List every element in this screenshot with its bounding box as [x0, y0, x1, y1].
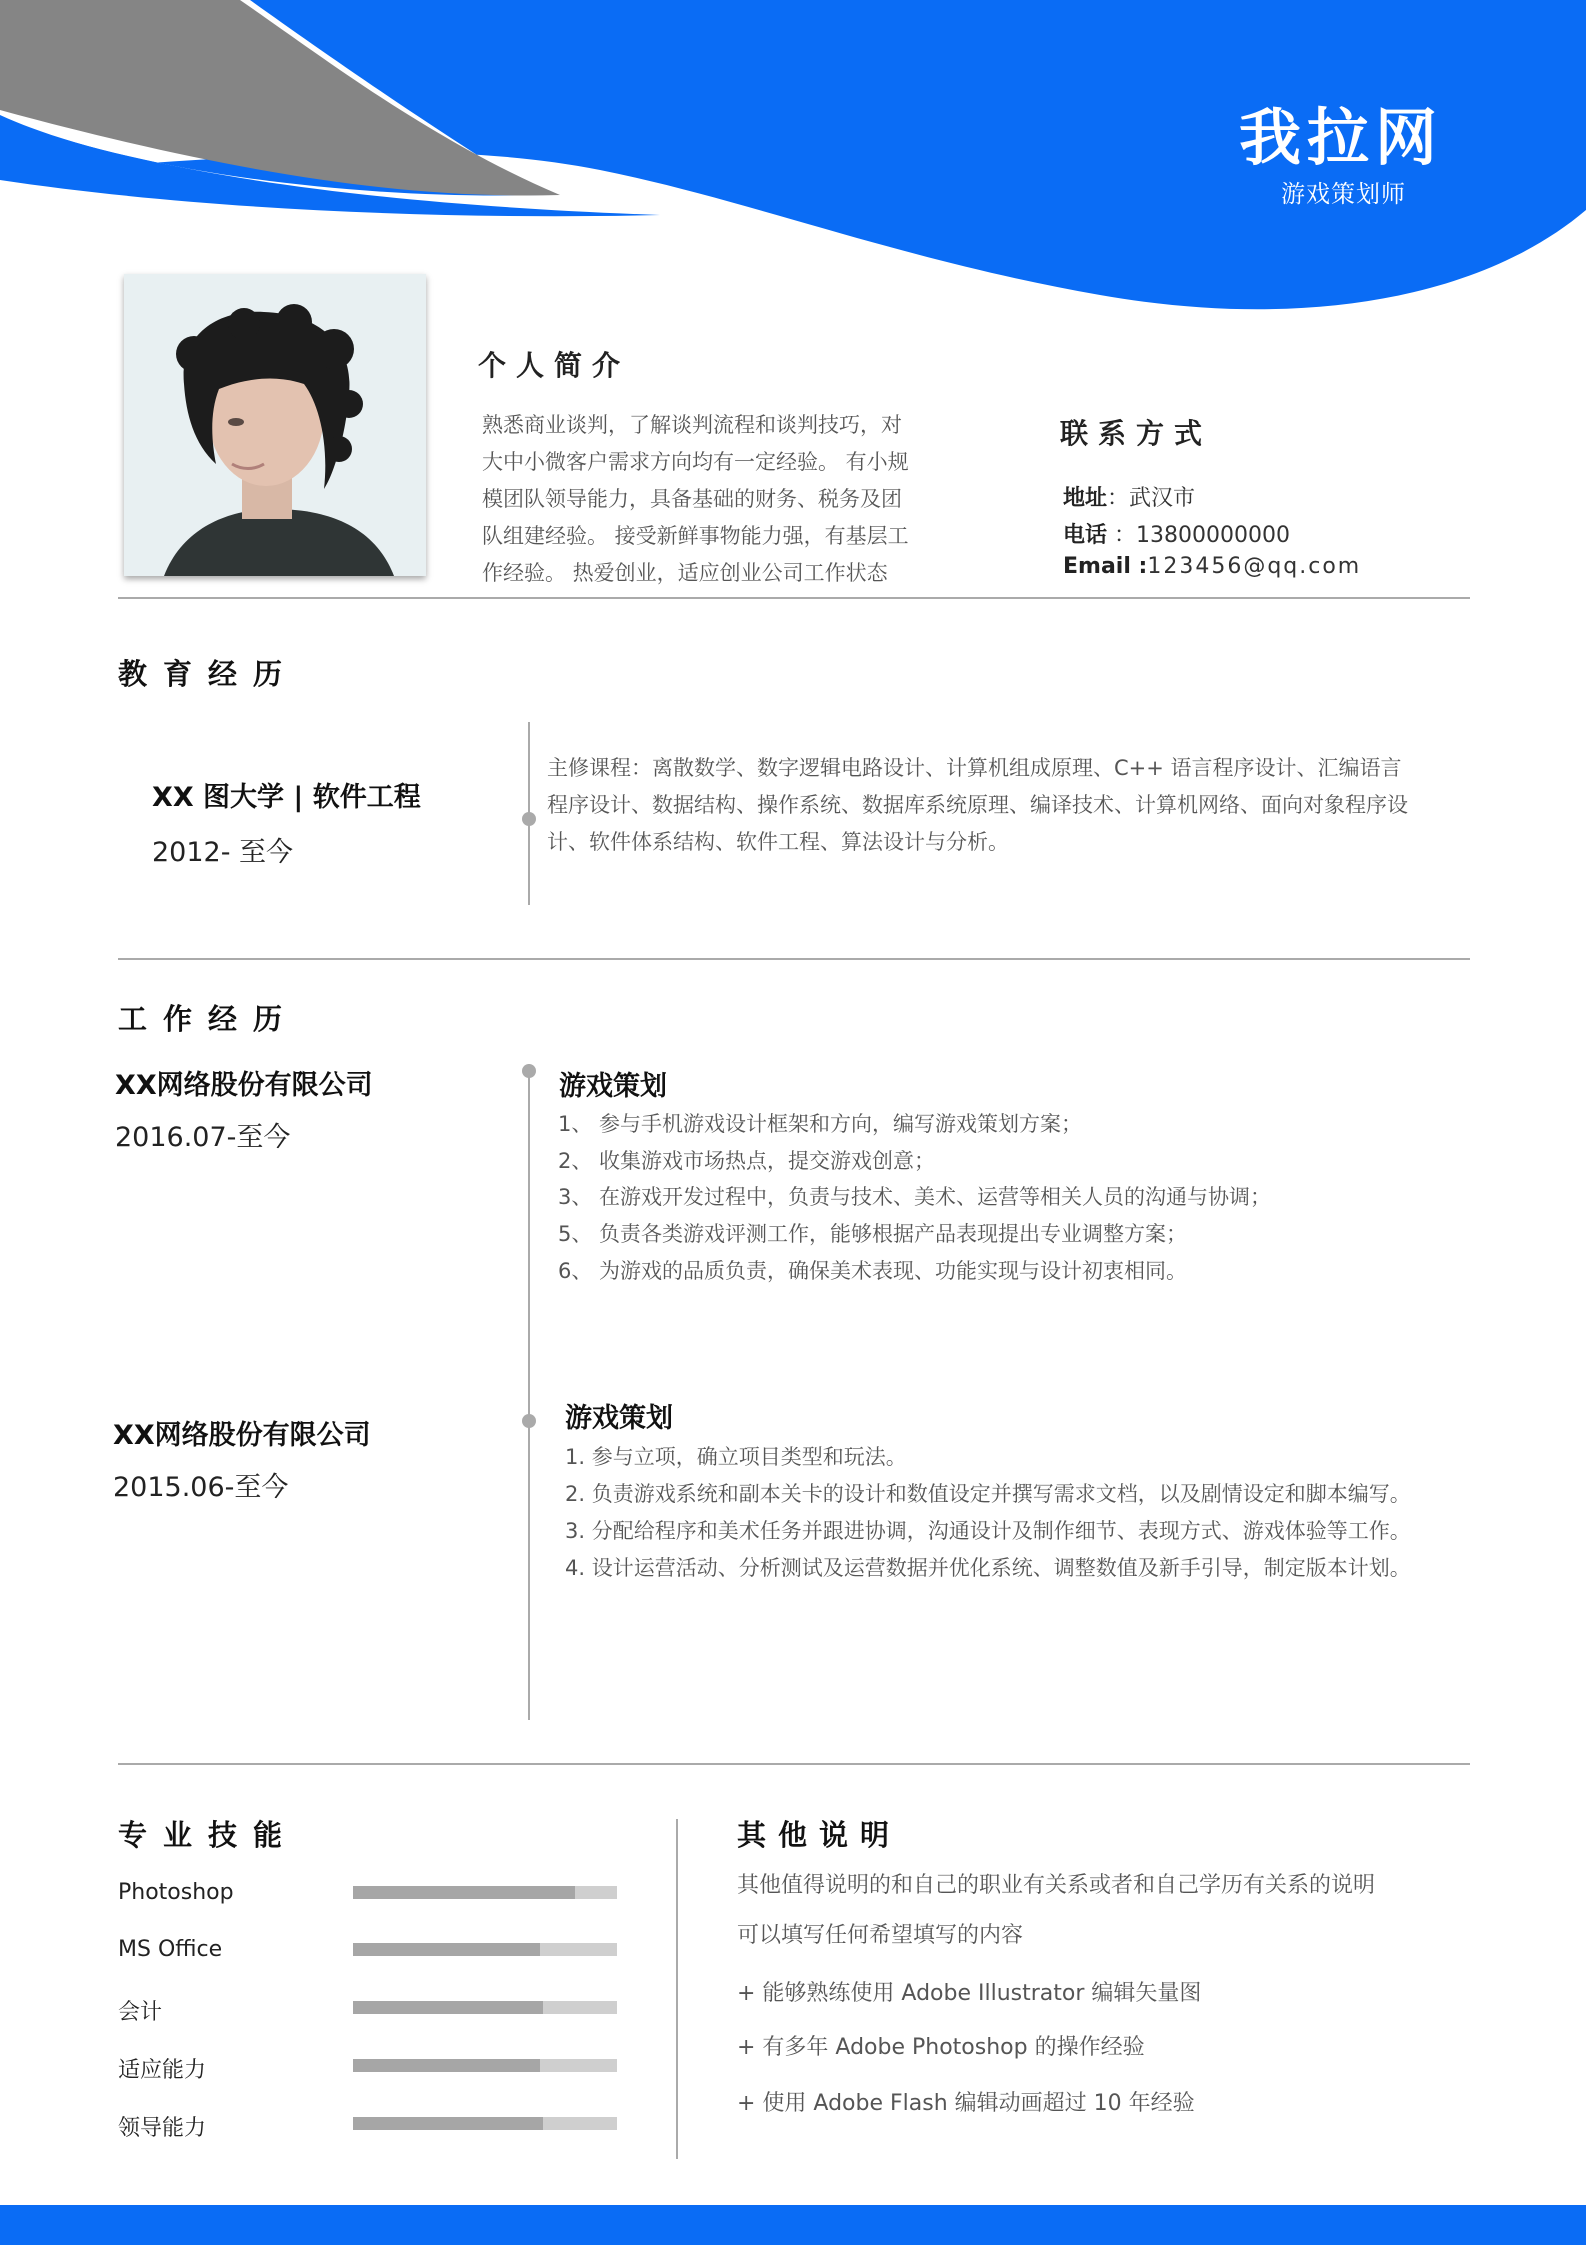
skill-fill [353, 2059, 540, 2072]
skills-title: 专业技能 [118, 1818, 299, 1852]
other-line: 其他值得说明的和自己的职业有关系或者和自己学历有关系的说明 [737, 1873, 1376, 1898]
duty-item: 2. 负责游戏系统和副本关卡的设计和数值设定并撰写需求文档，以及剧情设定和脚本编写。 [565, 1482, 1411, 1506]
duty-item: 5、 负责各类游戏评测工作，能够根据产品表现提出专业调整方案； [558, 1222, 1188, 1246]
address-value: ：武汉市 [1107, 486, 1196, 511]
timeline-dot [522, 1414, 536, 1428]
profile-line: 作经验。 热爱创业，适应创业公司工作状态 [482, 561, 888, 585]
profile-line: 队组建经验。 接受新鲜事物能力强，有基层工 [482, 524, 909, 548]
contact-email [1063, 554, 1361, 579]
profile-line: 熟悉商业谈判，了解谈判流程和谈判技巧，对 [482, 413, 902, 437]
other-line: + 使用 Adobe Flash 编辑动画超过 10 年经验 [737, 2091, 1195, 2116]
duty-item: 1. 参与立项，确立项目类型和玩法。 [565, 1445, 907, 1469]
portrait-photo-illustration [124, 274, 426, 576]
skill-name: MS Office [118, 1937, 223, 1962]
timeline-line [528, 1064, 530, 1720]
education-period: 2012- 至今 [152, 837, 294, 868]
job-period: 2016.07-至今 [115, 1122, 291, 1153]
divider [118, 597, 1470, 599]
duty-item: 2、 收集游戏市场热点，提交游戏创意； [558, 1149, 936, 1173]
skill-name: 领导能力 [118, 2116, 207, 2141]
duty-item: 3. 分配给程序和美术任务并跟进协调，沟通设计及制作细节、表现方式、游戏体验等工作。 [565, 1519, 1411, 1543]
skill-name: 适应能力 [118, 2058, 207, 2083]
skill-name: 会计 [118, 2000, 163, 2025]
skill-bar [353, 1943, 617, 1956]
divider [118, 1763, 1470, 1765]
candidate-role: 游戏策划师 [1281, 180, 1406, 208]
work-title: 工作经历 [118, 1002, 299, 1036]
other-line: + 有多年 Adobe Photoshop 的操作经验 [737, 2035, 1145, 2060]
courses-line: 计、软件体系结构、软件工程、算法设计与分析。 [547, 830, 1009, 854]
email-value: 123456@qq.com [1147, 554, 1362, 579]
other-line: 可以填写任何希望填写的内容 [737, 1923, 1024, 1948]
candidate-name: 我拉网 [1238, 101, 1443, 174]
duty-item: 1、 参与手机游戏设计框架和方向，编写游戏策划方案； [558, 1112, 1083, 1136]
profile-text [482, 407, 962, 592]
skill-fill [353, 1886, 575, 1899]
address-label: 地址 [1063, 486, 1108, 511]
courses-line: 主修课程：离散数学、数字逻辑电路设计、计算机组成原理、C++ 语言程序设计、汇编语言 [547, 756, 1402, 780]
courses-line: 程序设计、数据结构、操作系统、数据库系统原理、编译技术、计算机网络、面向对象程序设 [547, 793, 1408, 817]
skill-fill [353, 1943, 540, 1956]
profile-line: 模团队领导能力，具备基础的财务、税务及团 [482, 487, 902, 511]
portrait-photo [124, 274, 426, 576]
company-name: XX网络股份有限公司 [113, 1420, 371, 1451]
contact-phone [1063, 518, 1290, 549]
footer-bar [0, 2205, 1586, 2245]
other-title: 其他说明 [737, 1818, 902, 1852]
skill-bar [353, 1886, 617, 1899]
contact-address [1063, 481, 1195, 512]
education-title: 教育经历 [118, 657, 299, 691]
email-label: Email : [1063, 554, 1148, 579]
courses-text [547, 750, 1467, 861]
contact-title: 联系方式 [1060, 417, 1213, 450]
profile-line: 大中小微客户需求方向均有一定经验。 有小规 [482, 450, 909, 474]
timeline-dot [522, 1064, 536, 1078]
phone-label: 电话 [1063, 523, 1108, 548]
job-position: 游戏策划 [559, 1071, 667, 1102]
job-period: 2015.06-至今 [113, 1472, 289, 1503]
skill-fill [353, 2001, 543, 2014]
other-line: + 能够熟练使用 Adobe Illustrator 编辑矢量图 [737, 1981, 1202, 2006]
company-name: XX网络股份有限公司 [115, 1070, 373, 1101]
duty-item: 6、 为游戏的品质负责，确保美术表现、功能实现与设计初衷相同。 [558, 1259, 1188, 1283]
skill-fill [353, 2117, 543, 2130]
skill-bar [353, 2001, 617, 2014]
skill-bar [353, 2059, 617, 2072]
skill-bar [353, 2117, 617, 2130]
divider [118, 958, 1470, 960]
duty-item: 4. 设计运营活动、分析测试及运营数据并优化系统、调整数值及新手引导，制定版本计划。 [565, 1556, 1411, 1580]
skill-name: Photoshop [118, 1880, 234, 1905]
timeline-dot [522, 812, 536, 826]
phone-value: ：13800000000 [1107, 523, 1290, 548]
duty-item: 3、 在游戏开发过程中，负责与技术、美术、运营等相关人员的沟通与协调； [558, 1185, 1272, 1209]
profile-title: 个人简介 [478, 349, 631, 382]
column-divider [676, 1819, 678, 2159]
job-position: 游戏策划 [565, 1403, 673, 1434]
school-name: XX 图大学 | 软件工程 [152, 782, 421, 813]
